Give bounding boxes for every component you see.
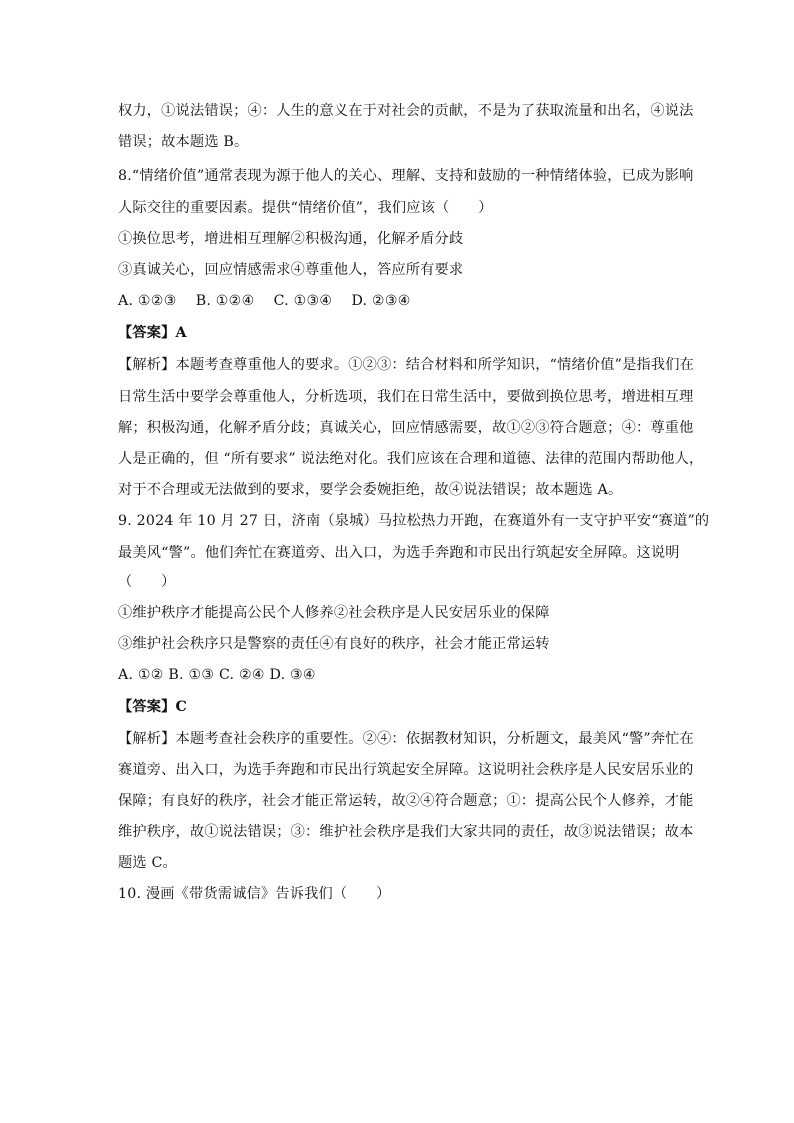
question-8-analysis-line-3: 解；积极沟通，化解矛盾分歧；真诚关心，回应情感需要，故①②③符合题意；④：尊重他 (118, 420, 694, 436)
question-9-stem-line-1: 9. 2024 年 10 月 27 日，济南（泉城）马拉松热力开跑，在赛道外有一支守护平安“赛道”的 (118, 513, 710, 529)
question-10-stem: 10. 漫画《带货需诚信》告诉我们（ ） (118, 886, 391, 902)
question-8-answer: 【答案】A (118, 325, 187, 341)
question-8-statements-line-2: ③真诚关心，回应情感需求④尊重他人，答应所有要求 (118, 262, 464, 278)
question-9-statements-line-2: ③维护社会秩序只是警察的责任④有良好的秩序，社会才能正常运转 (118, 636, 550, 652)
question-8-statements-line-1: ①换位思考，增进相互理解②积极沟通，化解矛盾分歧 (118, 231, 464, 247)
question-9-analysis-line-5: 题选 C。 (118, 855, 177, 871)
question-9-analysis-line-2: 赛道旁、出入口，为选手奔跑和市民出行筑起安全屏障。这说明社会秩序是人民安居乐业的 (118, 762, 694, 778)
question-9-stem-line-3: （ ） (118, 574, 176, 590)
question-9-stem-line-2: 最美风“警”。他们奔忙在赛道旁、出入口，为选手奔跑和市民出行筑起安全屏障。这说明 (118, 545, 680, 561)
question-9-analysis-line-3: 保障；有良好的秩序，社会才能正常运转，故②④符合题意；①：提高公民个人修养，才能 (118, 793, 694, 809)
question-9-statements-line-1: ①维护秩序才能提高公民个人修养②社会秩序是人民安居乐业的保障 (118, 605, 550, 621)
question-8-stem-line-1: 8.“情绪价值”通常表现为源于他人的关心、理解、支持和鼓励的一种情绪体验，已成为影响 (118, 168, 694, 184)
question-8-options: A. ①②③ B. ①②④ C. ①③④ D. ②③④ (118, 293, 411, 309)
question-8-stem-line-2: 人际交往的重要因素。提供“情绪价值”，我们应该（ ） (118, 200, 493, 216)
question-9-analysis-line-1: 【解析】本题考查社会秩序的重要性。②④：依据教材知识，分析题文，最美风“警”奔忙在 (118, 731, 695, 747)
analysis-q7-line-2: 错误；故本题选 B。 (118, 134, 249, 150)
question-8-analysis-line-2: 日常生活中要学会尊重他人，分析选项，我们在日常生活中，要做到换位思考，增进相互理 (118, 389, 694, 405)
question-9-options: A. ①② B. ①③ C. ②④ D. ③④ (118, 667, 316, 683)
question-9-analysis-line-4: 维护秩序，故①说法错误；③：维护社会秩序是我们大家共同的责任，故③说法错误；故本 (118, 824, 694, 840)
question-8-analysis-line-1: 【解析】本题考查尊重他人的要求。①②③：结合材料和所学知识，“情绪价值”是指我们在 (118, 357, 695, 373)
analysis-q7-line-1: 权力，①说法错误；④：人生的意义在于对社会的贡献，不是为了获取流量和出名，④说法 (118, 103, 694, 119)
question-8-analysis-line-4: 人是正确的，但 “所有要求” 说法绝对化。我们应该在合理和道德、法律的范围内帮助他人， (118, 451, 704, 467)
question-9-answer: 【答案】C (118, 699, 188, 715)
question-8-analysis-line-5: 对于不合理或无法做到的要求，要学会委婉拒绝，故④说法错误；故本题选 A。 (118, 482, 623, 498)
